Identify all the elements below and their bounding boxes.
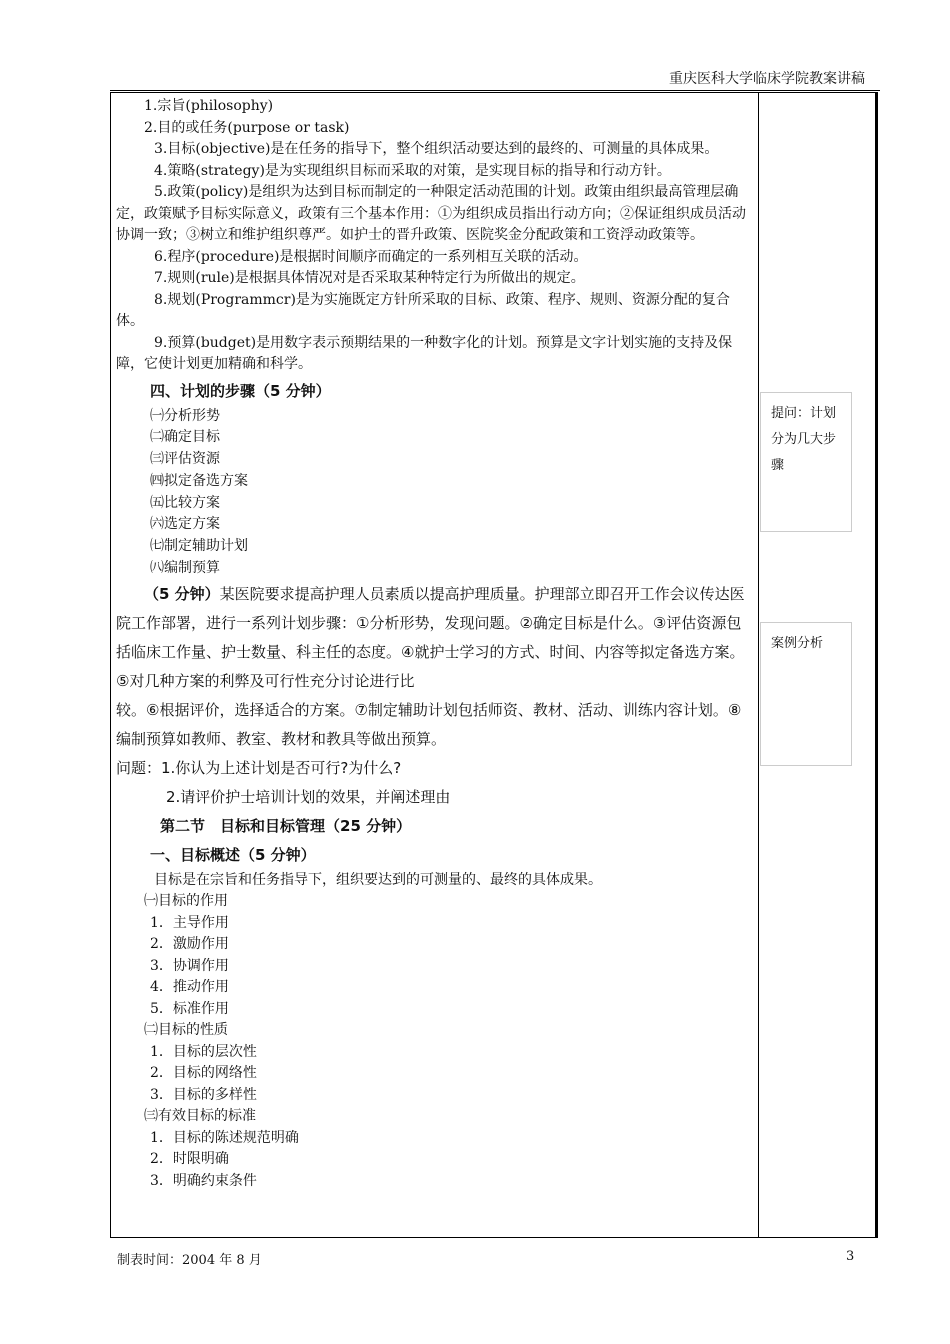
step-item: ㈤比较方案 xyxy=(150,494,220,511)
step-item: ㈥选定方案 xyxy=(150,516,220,533)
step-item: ㈣拟定备选方案 xyxy=(150,472,248,489)
plan-form-3: 3.目标(objective)是在任务的指导下，整个组织活动要达到的最终的、可测量的具体成果。 xyxy=(154,141,719,157)
role-item: 5．标准作用 xyxy=(150,1000,229,1017)
nature-heading: ㈡目标的性质 xyxy=(144,1022,228,1039)
step-item: ㈡确定目标 xyxy=(150,429,220,446)
criteria-item: 3．明确约束条件 xyxy=(150,1172,257,1189)
column-divider xyxy=(758,92,759,1238)
plan-form-2: 2.目的或任务(purpose or task) xyxy=(144,119,350,136)
plan-form-4: 4.策略(strategy)是为实现组织目标而采取的对策，是实现目标的指导和行动方针。 xyxy=(154,162,671,179)
case-text-2: 较。⑥根据评价，选择适合的方案。⑦制定辅助计划包括师资、教材、活动、训练内容计划。⑧编制预算如教师、教室、教材和教具等做出预算。 xyxy=(116,700,742,748)
steps-heading: 四、计划的步骤（5 分钟） xyxy=(150,381,331,400)
case-question-1: 问题：1.你认为上述计划是否可行?为什么? xyxy=(116,758,402,777)
plan-form-5: 5.政策(policy)是组织为达到目标而制定的一种限定活动范围的计划。政策由组织最高管理层确定，政策赋予目标实际意义，政策有三个基本作用：①为组织成员指出行动方向；②保证组织成员活动协调一致；③树立和维护组织尊严。如护士的晋升政策、医院奖金分配政策和工资浮动政策等。 xyxy=(116,184,746,243)
main-content xyxy=(116,96,754,1192)
role-item: 1．主导作用 xyxy=(150,914,229,931)
role-item: 4．推动作用 xyxy=(150,979,229,996)
plan-form-7: 7.规则(rule)是根据具体情况对是否采取某种特定行为所做出的规定。 xyxy=(154,270,585,286)
criteria-heading: ㈢有效目标的标准 xyxy=(144,1108,256,1125)
step-item: ㈧编制预算 xyxy=(150,560,220,577)
case-paragraph xyxy=(116,580,754,696)
footer-date: 制表时间：2004 年 8 月 xyxy=(117,1253,262,1268)
criteria-item: 2．时限明确 xyxy=(150,1151,229,1168)
plan-form-8: 8.规划(Programmcr)是为实施既定方针所采取的目标、政策、程序、规则、资源分配的复合体。 xyxy=(116,291,730,329)
case-duration: （5 分钟） xyxy=(144,584,220,603)
step-item: ㈦制定辅助计划 xyxy=(150,538,248,555)
step-item: ㈢评估资源 xyxy=(150,451,220,468)
case-question-2: 2.请评价护士培训计划的效果，并阐述理由 xyxy=(166,787,451,806)
role-item: 3．协调作用 xyxy=(150,957,229,974)
subsection-title: 一、目标概述（5 分钟） xyxy=(150,845,316,864)
side-note-question: 提问：计划分为几大步骤 xyxy=(760,392,852,532)
page-number: 3 xyxy=(846,1249,855,1264)
case-text-1: 某医院要求提高护理人员素质以提高护理质量。护理部立即召开工作会议传达医院工作部署，进行一系列计划步骤：①分析形势，发现问题。②确定目标是什么。③评估资源包括临床工作量、护士数量、科主任的态度。④就护士学习的方式、时间、内容等拟定备选方案。⑤对几种方案的利弊及可行性充分讨论进行比 xyxy=(116,584,745,690)
case-study xyxy=(116,580,754,754)
plan-form-1: 1.宗旨(philosophy) xyxy=(144,98,274,114)
criteria-item: 1．目标的陈述规范明确 xyxy=(150,1129,299,1146)
side-note-case: 案例分析 xyxy=(760,622,852,766)
plan-form-6: 6.程序(procedure)是根据时间顺序而确定的一系列相互关联的活动。 xyxy=(154,248,588,265)
section-title: 第二节 目标和目标管理（25 分钟） xyxy=(160,816,412,835)
step-item: ㈠分析形势 xyxy=(150,407,220,424)
document-header: 重庆医科大学临床学院教案讲稿 xyxy=(669,71,865,87)
goal-definition: 目标是在宗旨和任务指导下，组织要达到的可测量的、最终的具体成果。 xyxy=(154,871,602,888)
nature-item: 1．目标的层次性 xyxy=(150,1043,257,1060)
role-heading: ㈠目标的作用 xyxy=(144,893,228,910)
header-rule xyxy=(110,90,880,91)
role-item: 2．激励作用 xyxy=(150,936,229,953)
nature-item: 2．目标的网络性 xyxy=(150,1065,257,1082)
nature-item: 3．目标的多样性 xyxy=(150,1086,257,1103)
plan-form-9: 9.预算(budget)是用数字表示预期结果的一种数字化的计划。预算是文字计划实施的支持及保障，它使计划更加精确和科学。 xyxy=(116,334,733,372)
